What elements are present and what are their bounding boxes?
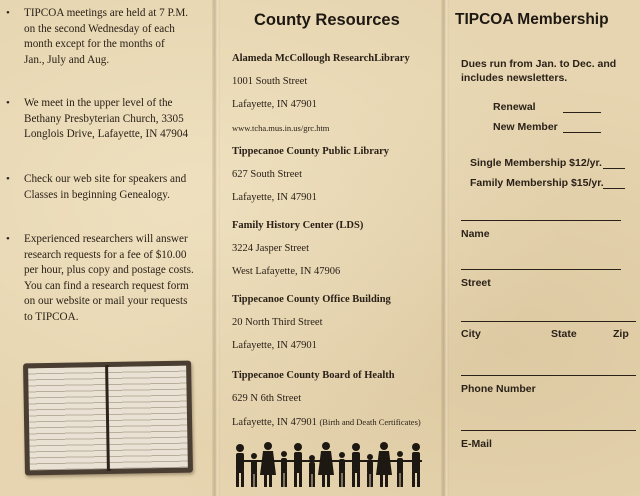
resource-city: Lafayette, IN 47901 bbox=[232, 417, 317, 428]
resource-item bbox=[232, 145, 437, 205]
single-membership-label: Single Membership $12/yr. bbox=[470, 157, 602, 169]
left-panel bbox=[0, 0, 216, 496]
membership-title: TIPCOA Membership bbox=[455, 11, 609, 28]
city-state-zip-field[interactable] bbox=[461, 321, 636, 322]
street-field[interactable] bbox=[461, 269, 621, 270]
family-membership-label: Family Membership $15/yr. bbox=[470, 177, 604, 189]
resource-item bbox=[232, 52, 437, 135]
meeting-info bbox=[6, 6, 210, 68]
dues-text: Dues run from Jan. to Dec. and includes newsletters. bbox=[461, 58, 617, 84]
resource-address: 3224 Jasper Street bbox=[232, 243, 309, 254]
resource-city: Lafayette, IN 47901 bbox=[232, 192, 317, 203]
email-label: E-Mail bbox=[461, 438, 492, 450]
city-label: City bbox=[461, 328, 481, 340]
old-ledger-book-image bbox=[23, 361, 193, 476]
renewal-label: Renewal bbox=[493, 101, 536, 113]
location-info bbox=[6, 96, 210, 143]
website-info bbox=[6, 172, 210, 203]
resource-item bbox=[232, 369, 437, 430]
new-member-blank[interactable] bbox=[563, 132, 601, 133]
email-field[interactable] bbox=[461, 430, 636, 431]
resource-name: Tippecanoe County Office Building bbox=[232, 294, 391, 305]
resource-city: Lafayette, IN 47901 bbox=[232, 340, 317, 351]
ledger-left-page bbox=[28, 367, 108, 470]
resource-address: 629 N 6th Street bbox=[232, 393, 302, 404]
single-membership-blank[interactable] bbox=[603, 168, 625, 169]
resource-name: Tippecanoe County Board of Health bbox=[232, 370, 395, 381]
bullet-icon: • bbox=[6, 7, 10, 19]
resource-address: 20 North Third Street bbox=[232, 317, 323, 328]
resource-note: (Birth and Death Certificates) bbox=[319, 417, 421, 427]
research-info bbox=[6, 232, 210, 325]
resource-item bbox=[232, 293, 437, 353]
middle-panel bbox=[216, 0, 443, 496]
new-member-label: New Member bbox=[493, 121, 558, 133]
resource-website-link[interactable]: www.tcha.mus.in.us/grc.htm bbox=[232, 123, 330, 133]
ledger-right-page bbox=[108, 366, 188, 469]
resource-item bbox=[232, 219, 437, 279]
meeting-info-text: TIPCOA meetings are held at 7 P.M. on the second Wednesday of each month except for the months of Jan., July and Aug. bbox=[24, 7, 189, 66]
phone-label: Phone Number bbox=[461, 383, 536, 395]
resource-city: Lafayette, IN 47901 bbox=[232, 99, 317, 110]
resource-name: Family History Center (LDS) bbox=[232, 220, 364, 231]
bullet-icon: • bbox=[6, 233, 10, 245]
resource-city: West Lafayette, IN 47906 bbox=[232, 266, 341, 277]
research-info-text: Experienced researchers will answer research requests for a fee of $10.00 per hour, plus copy and postage costs. You can find a research request form on our website or mail your requests to TIPCOA. bbox=[24, 233, 194, 323]
resource-name: Alameda McCollough ResearchLibrary bbox=[232, 53, 410, 64]
family-silhouettes-icon bbox=[232, 440, 432, 488]
state-label: State bbox=[551, 328, 577, 340]
resource-name: Tippecanoe County Public Library bbox=[232, 146, 390, 157]
bullet-icon: • bbox=[6, 173, 10, 185]
right-panel bbox=[443, 0, 640, 496]
phone-field[interactable] bbox=[461, 375, 636, 376]
street-label: Street bbox=[461, 277, 491, 289]
resource-city-line bbox=[232, 415, 437, 430]
location-info-text: We meet in the upper level of the Bethany Presbyterian Church, 3305 Longlois Drive, Lafayette, IN 47904 bbox=[24, 97, 189, 140]
renewal-blank[interactable] bbox=[563, 112, 601, 113]
resource-address: 627 South Street bbox=[232, 169, 302, 180]
county-resources-title: County Resources bbox=[254, 11, 400, 29]
website-info-text: Check our web site for speakers and Classes in beginning Genealogy. bbox=[24, 173, 187, 201]
bullet-icon: • bbox=[6, 97, 10, 109]
resource-address: 1001 South Street bbox=[232, 76, 308, 87]
name-label: Name bbox=[461, 228, 490, 240]
name-field[interactable] bbox=[461, 220, 621, 221]
family-membership-blank[interactable] bbox=[603, 188, 625, 189]
zip-label: Zip bbox=[613, 328, 629, 340]
